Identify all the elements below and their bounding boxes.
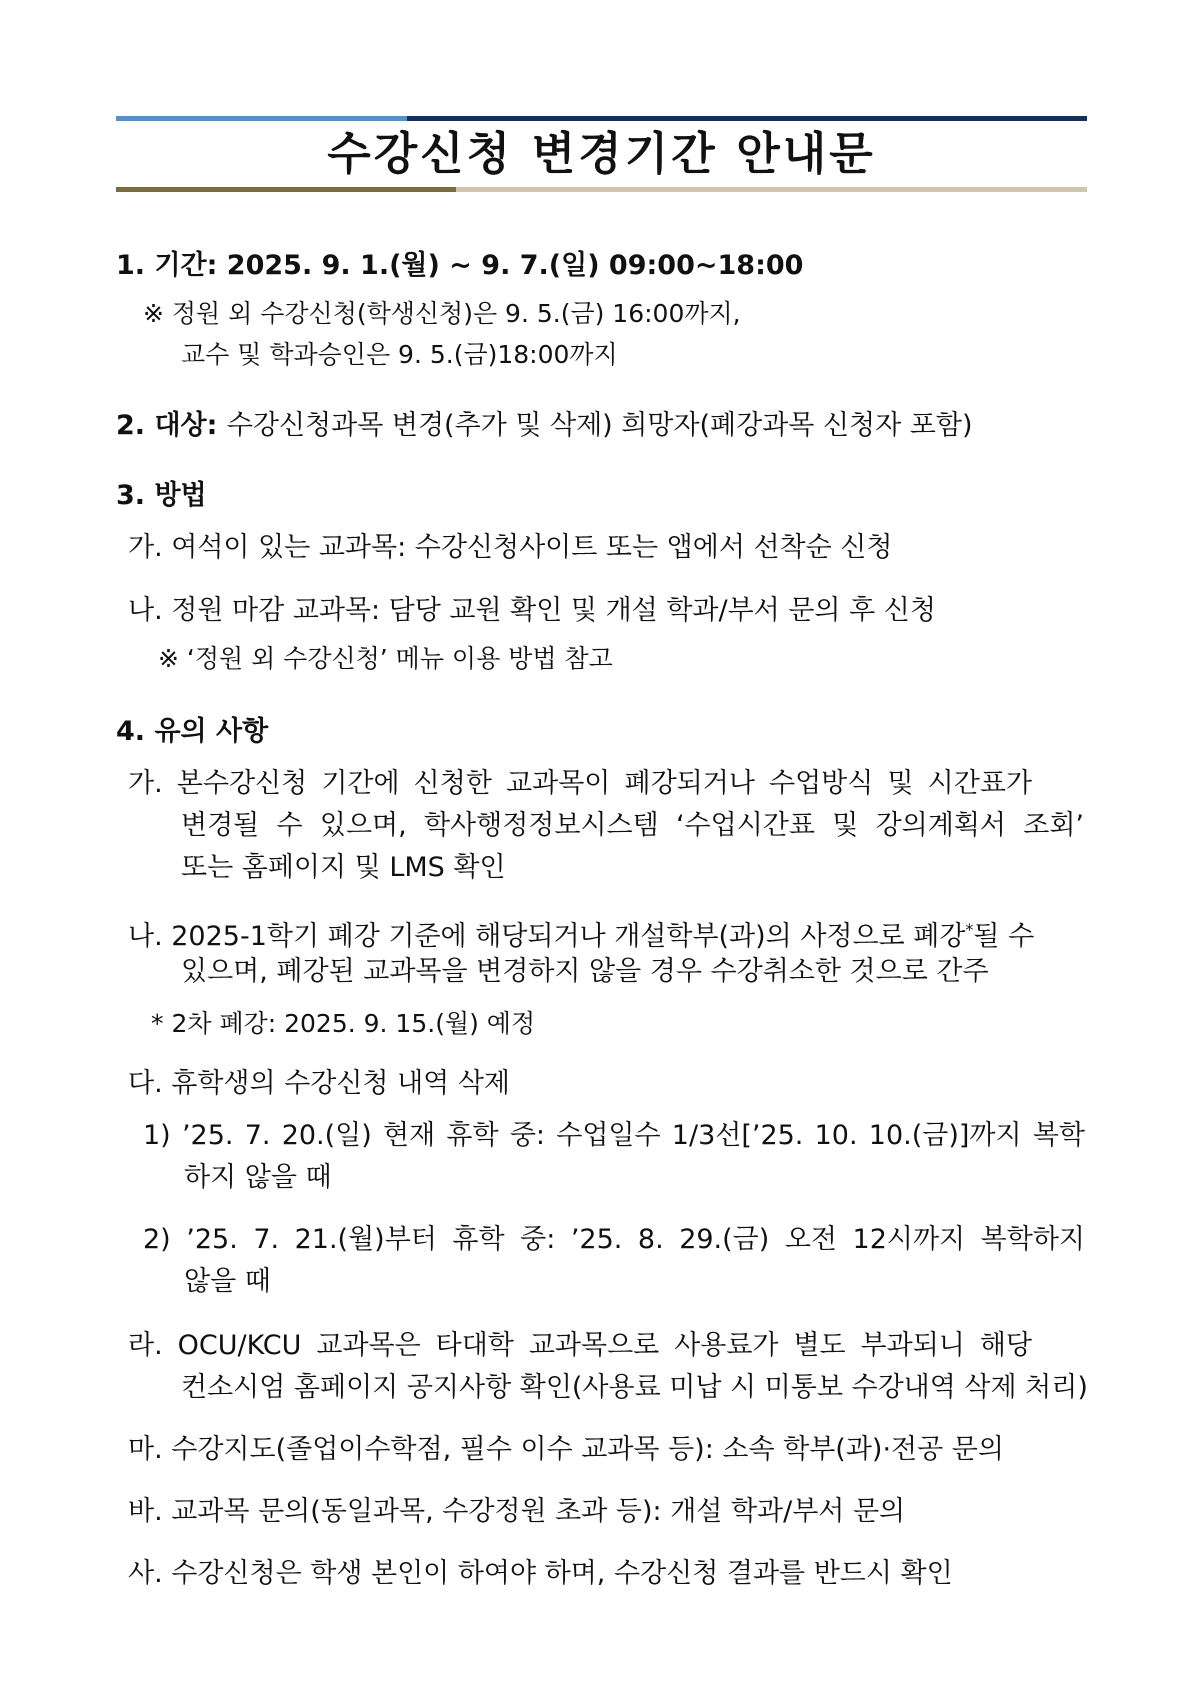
section-4-footnote: * 2차 폐강: 2025. 9. 15.(월) 예정 — [151, 1009, 536, 1038]
section-4-item-ma: 마. 수강지도(졸업이수학점, 필수 이수 교과목 등): 소속 학부(과)·전공 문의 — [128, 1434, 1004, 1465]
section-2-label: 2. 대상: — [116, 410, 218, 441]
section-4-item-da-1-line-2: 하지 않을 때 — [184, 1162, 332, 1193]
section-4-item-da: 다. 휴학생의 수강신청 내역 삭제 — [128, 1068, 510, 1099]
section-1-note-line-2: 교수 및 학과승인은 9. 5.(금)18:00까지 — [181, 340, 618, 369]
section-4-item-ra-line-2: 컨소시엄 홈페이지 공지사항 확인(사용료 미납 시 미통보 수강내역 삭제 처리) — [181, 1372, 1088, 1403]
section-4-item-da-2-line-2: 않을 때 — [184, 1266, 271, 1297]
section-2-text: 수강신청과목 변경(추가 및 삭제) 희망자(폐강과목 신청자 포함) — [226, 410, 973, 441]
section-4-item-na-text-a: 나. 2025-1학기 폐강 기준에 해당되거나 개설학부(과)의 사정으로 폐강 — [128, 921, 966, 952]
section-4-heading: 4. 유의 사항 — [116, 716, 269, 747]
section-1-note-line-1: ※ 정원 외 수강신청(학생신청)은 9. 5.(금) 16:00까지, — [143, 299, 741, 328]
title-bottom-bar — [116, 187, 1087, 192]
section-4-item-ga-line-2: 변경될 수 있으며, 학사행정정보시스템 ‘수업시간표 및 강의계획서 조회’ — [181, 810, 1084, 841]
section-4-item-ga-line-1: 가. 본수강신청 기간에 신청한 교과목이 폐강되거나 수업방식 및 시간표가 — [128, 768, 1032, 799]
page-title: 수강신청 변경기간 안내문 — [327, 127, 876, 180]
section-3-note: ※ ‘정원 외 수강신청’ 메뉴 이용 방법 참고 — [158, 644, 613, 673]
section-3-item-ga: 가. 여석이 있는 교과목: 수강신청사이트 또는 앱에서 선착순 신청 — [128, 532, 893, 563]
section-2-target — [116, 408, 973, 444]
section-4-item-na-text-b: 될 수 — [973, 921, 1035, 952]
section-1-period: 1. 기간: 2025. 9. 1.(월) ~ 9. 7.(일) 09:00~18:00 — [116, 250, 804, 281]
section-3-heading: 3. 방법 — [116, 480, 207, 511]
section-4-item-sa: 사. 수강신청은 학생 본인이 하여야 하며, 수강신청 결과를 반드시 확인 — [128, 1558, 953, 1589]
section-4-item-ra-line-1: 라. OCU/KCU 교과목은 타대학 교과목으로 사용료가 별도 부과되니 해당 — [128, 1330, 1032, 1361]
title-top-bar — [116, 116, 1087, 121]
section-4-item-da-2-line-1: 2) ’25. 7. 21.(월)부터 휴학 중: ’25. 8. 29.(금) 오전 12시까지 복학하지 — [143, 1224, 1085, 1255]
section-4-item-da-1-line-1: 1) ’25. 7. 20.(일) 현재 휴학 중: 수업일수 1/3선[’25. 10. 10.(금)]까지 복학 — [143, 1120, 1085, 1151]
section-4-item-na-line-2: 있으며, 폐강된 교과목을 변경하지 않을 경우 수강취소한 것으로 간주 — [181, 956, 989, 987]
section-3-item-na: 나. 정원 마감 교과목: 담당 교원 확인 및 개설 학과/부서 문의 후 신청 — [128, 595, 936, 626]
footnote-marker: * — [965, 920, 974, 939]
section-4-item-ba: 바. 교과목 문의(동일과목, 수강정원 초과 등): 개설 학과/부서 문의 — [128, 1496, 906, 1527]
section-4-item-na-line-1 — [128, 912, 1034, 955]
section-4-item-ga-line-3: 또는 홈페이지 및 LMS 확인 — [181, 852, 506, 883]
